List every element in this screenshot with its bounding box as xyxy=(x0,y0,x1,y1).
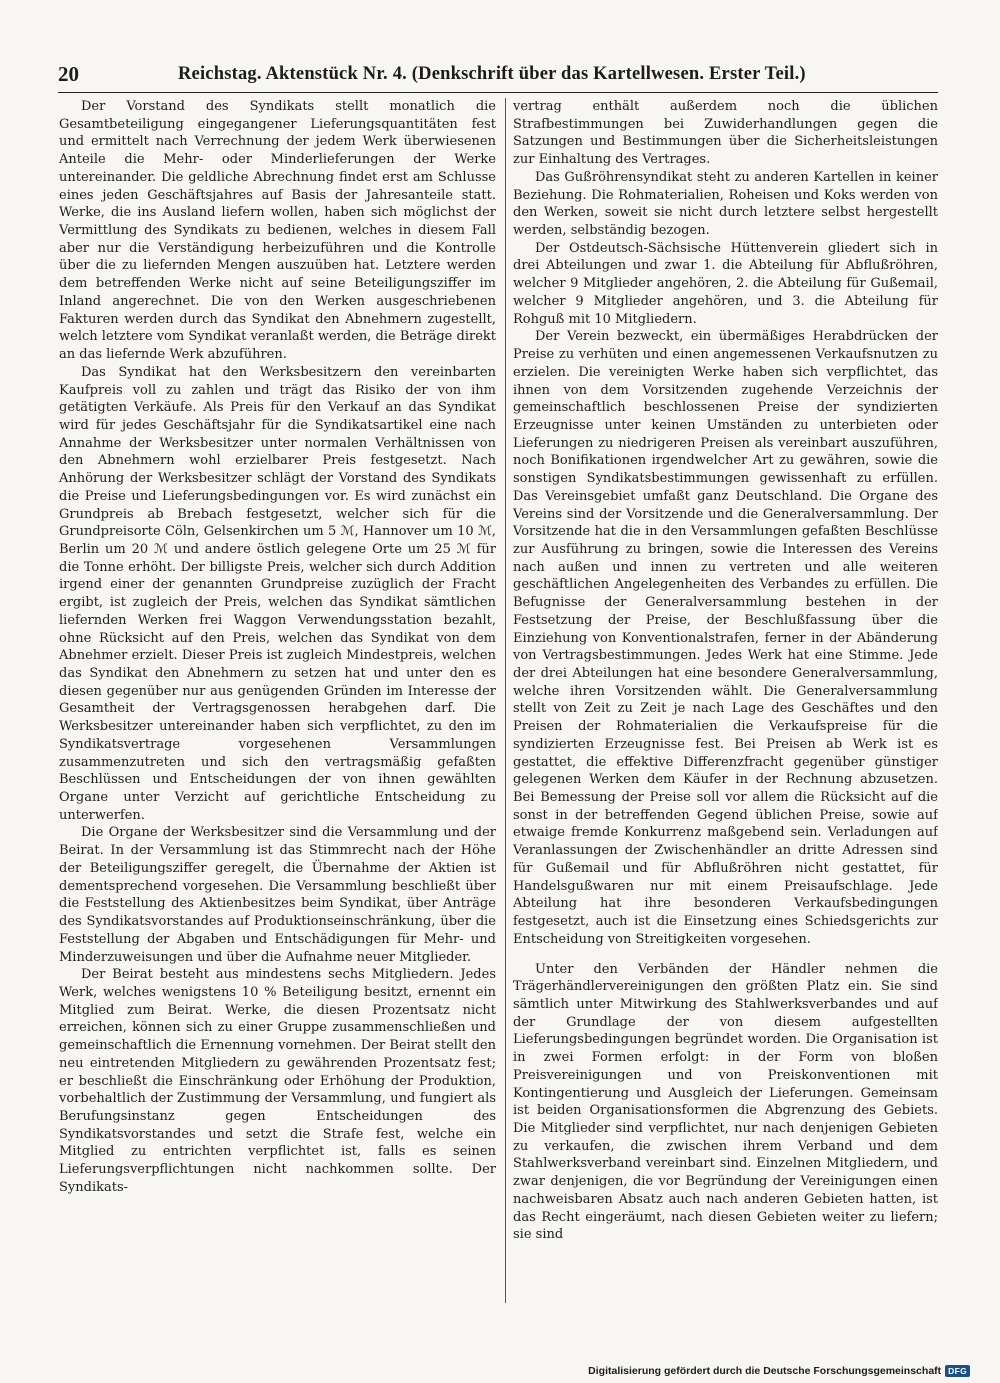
paragraph: Das Syndikat hat den Werksbesitzern den vereinbarten Kaufpreis voll zu zahlen und trägt das Risiko der von ihm getätigten Verkäufe. Als Preis für den Verkauf an das Syndikat wird für jedes Geschäftsjahr für die Syndikatsartikel eine nach Annahme der Werksbesitzer unter normalen Verhältnissen von den Abnehmern wohl erzielbarer Preis festgesetzt. Nach Anhörung der Werksbesitzer schlägt der Vorstand des Syndikats die Preise und Lieferungsbedingungen vor. Es wird zunächst ein Grundpreis ab Brebach festgesetzt, welcher sich für die Grundpreisorte Cöln, Gelsenkirchen um 5 ℳ, Hannover um 10 ℳ, Berlin um 20 ℳ und andere östlich gelegene Orte um 25 ℳ für die Tonne erhöht. Der billigste Preis, welcher sich durch Addition irgend einer der genannten Grundpreise zuzüglich der Fracht ergibt, ist zugleich der Preis, welchen das Syndikat sämtlichen liefernden Werken frei Waggon Verwendungsstation bezahlt, ohne Rücksicht auf den Preis, welchen das Syndikat von dem Abnehmer erzielt. Dieser Preis ist zugleich Mindestpreis, welchen das Syndikat den Abnehmern zu setzen hat und unter den es diesen gegenüber nur aus genügenden Gründen im Interesse der Gesamtheit der Vertragsgenossen herabgehen darf. Die Werksbesitzer untereinander haben sich verpflichtet, zu den im Syndikatsvertrage vorgesehenen Versammlungen zusammenzutreten und sich den vertragsmäßig gefaßten Beschlüssen und Entscheidungen der von ihnen gewählten Organe unter Verzicht auf gerichtliche Entscheidung zu unterwerfen. xyxy=(59,364,496,823)
paragraph: Der Vorstand des Syndikats stellt monatlich die Gesamtbeteiligung eingegangener Lieferungsquantitäten fest und ermittelt nach Verrechnung der jedem Werk überwiesenen Anteile die Mehr- oder Minderlieferungen der Werke untereinander. Die geldliche Abrechnung findet erst am Schlusse eines jeden Geschäftsjahres auf Basis der Jahresanteile statt. Werke, die ins Ausland liefern wollen, haben sich möglichst der Vermittlung des Syndikats zu bedienen, welches in diesem Fall aber nur die Verständigung herbeizuführen und die Kontrolle über die zu liefernden Mengen auszuüben hat. Letztere werden dem betreffenden Werke nicht auf seine Beteiligungsziffer im Inland angerechnet. Die von den Werken ausgeschriebenen Fakturen werden durch das Syndikat den Abnehmern zugestellt, welch letztere vom Syndikat veranlaßt werden, die Beträge direkt an das liefernde Werk abzuführen. xyxy=(59,99,496,363)
page-header xyxy=(58,62,938,93)
paragraph: Unter den Verbänden der Händler nehmen die Trägerhändlervereinigungen den größten Platz ein. Sie sind sämtlich unter Mitwirkung des Stahlwerksverbandes und auf der Grundlage der von diesem aufgestellten Lieferungsbedingungen begründet worden. Die Organisation ist in zwei Formen erfolgt: in der Form von bloßen Preisvereinigungen und von Preiskonventionen mit Kontingentierung und Ausgleich der Lieferungen. Gemeinsam ist beiden Organisationsformen die Abgrenzung des Gebiets. Die Mitglieder sind verpflichtet, nur nach denjenigen Gebieten zu verkaufen, die zwischen ihrem Verband und dem Stahlwerksverband vereinbart sind. Einzelnen Mitgliedern, und zwar denjenigen, die vor Begründung der Vereinigungen einen nachweisbaren Absatz auch nach anderen Gebieten hatten, ist das Recht eingeräumt, nach diesen Gebieten weiter zu liefern; sie sind xyxy=(513,961,938,1243)
running-title: Reichstag. Aktenstück Nr. 4. (Denkschrift über das Kartellwesen. Erster Teil.) xyxy=(178,64,806,84)
left-column xyxy=(59,98,496,1303)
right-column xyxy=(513,98,938,1303)
dfg-logo-icon: DFG xyxy=(945,1365,970,1377)
paragraph: Die Organe der Werksbesitzer sind die Versammlung und der Beirat. In der Versammlung ist das Stimmrecht nach der Höhe der Beteiligungsziffer geregelt, die Übernahme der Aktien ist dementsprechend vorgesehen. Die Versammlung beschließt über die Feststellung des Aktienbesitzes beim Syndikat, über Anträge des Syndikatsvorstandes auf Produktionseinschränkung, über die Feststellung der Abgaben und Entschädigungen für Mehr- und Minderzuweisungen und über die Aufnahme neuer Mitglieder. xyxy=(59,825,496,965)
page-number: 20 xyxy=(58,62,79,86)
credit-text: Digitalisierung gefördert durch die Deutsche Forschungsgemeinschaft xyxy=(588,1365,942,1377)
paragraph: Der Ostdeutsch-Sächsische Hüttenverein gliedert sich in drei Abteilungen und zwar 1. die Abteilung für Abflußröhren, welcher 9 Mitglieder angehören, 2. die Abteilung für Gußemail, welcher 9 Mitglieder angehören, und 3. die Abteilung für Rohguß mit 10 Mitgliedern. xyxy=(513,240,938,327)
paragraph: Der Verein bezweckt, ein übermäßiges Herabdrücken der Preise zu verhüten und einen angemessenen Verkaufsnutzen zu erzielen. Die vereinigten Werke haben sich verpflichtet, das ihnen von dem Vorsitzenden zugehende Verzeichnis der gemeinschaftlich beschlossenen Preise der syndizierten Erzeugnisse unter keinen Umständen zu unterbieten oder Lieferungen zu niedrigeren Preisen als vereinbart auszuführen, noch Bonifikationen irgendwelcher Art zu gewähren, sowie die sonstigen Syndikatsbestimmungen gewissenhaft zu erfüllen. Das Vereinsgebiet umfaßt ganz Deutschland. Die Organe des Vereins sind der Vorsitzende und die Generalversammlung. Der Vorsitzende hat die in den Versammlungen gefaßten Beschlüsse zur Ausführung zu bringen, sowie die Interessen des Vereins nach außen und innen zu vertreten und alle weiteren geschäftlichen Angelegenheiten des Verbandes zu erfüllen. Die Befugnisse der Generalversammlung bestehen in der Festsetzung der Preise, der Beschlußfassung über die Einziehung von Konventionalstrafen, ferner in der Abänderung von Vertragsbestimmungen. Jedes Werk hat eine Stimme. Jede der drei Abteilungen hat eine besondere Generalversammlung, welche ihren Vorsitzenden wählt. Die Generalversammlung stellt von Zeit zu Zeit je nach Lage des Geschäftes und den Preisen der Rohmaterialien die Verkaufspreise für die syndizierten Erzeugnisse fest. Bei Preisen ab Werk ist es gestattet, die effektive Differenzfracht gegenüber günstiger gelegenen Werken dem Käufer in der Rechnung abzusetzen. Bei Bemessung der Preise soll vor allem die Rücksicht auf die sonst in der betreffenden Gegend üblichen Preise, sowie auf etwaige fremde Konkurrenz maßgebend sein. Verladungen auf Veranlassungen der Zwischenhändler an dritte Adressen sind für Gußemail und für Abflußröhren nicht gestattet, für Handelsgußwaren nur mit einem Preisaufschlage. Jede Abteilung hat ihre besonderen Verkaufsbedingungen festgesetzt, auch ist die Einsetzung eines Schiedsgerichts zur Entscheidung von Streitigkeiten vorgesehen. xyxy=(513,329,938,947)
column-divider xyxy=(505,98,506,1303)
paragraph: vertrag enthält außerdem noch die üblichen Strafbestimmungen bei Zuwiderhandlungen gegen die Satzungen und Bestimmungen über die Sicherheitsleistungen zur Einhaltung des Vertrages. xyxy=(513,99,938,168)
digitization-credit xyxy=(588,1364,970,1378)
paragraph: Der Beirat besteht aus mindestens sechs Mitgliedern. Jedes Werk, welches wenigstens 10 % Beteiligung besitzt, ernennt ein Mitglied zum Beirat. Werke, die diesen Prozentsatz nicht erreichen, können sich zu einer Gruppe zusammenschließen und gemeinschaftlich die Ernennung vornehmen. Der Beirat stellt den neu eintretenden Mitgliedern zu gewährenden Prozentsatz fest; er beschließt die Einschränkung oder Erhöhung der Produktion, vorbehaltlich der Zustimmung der Versammlung, und fungiert als Berufungsinstanz gegen Entscheidungen des Syndikatsvorstandes und setzt die Strafe fest, welche ein Mitglied zu entrichten verpflichtet ist, falls es seinen Lieferungsverpflichtungen nicht nachkommen sollte. Der Syndikats- xyxy=(59,967,496,1195)
paragraph: Das Gußröhrensyndikat steht zu anderen Kartellen in keiner Beziehung. Die Rohmaterialien, Roheisen und Koks werden von den Werken, soweit sie nicht durch letztere selbst hergestellt werden, selbständig bezogen. xyxy=(513,169,938,239)
